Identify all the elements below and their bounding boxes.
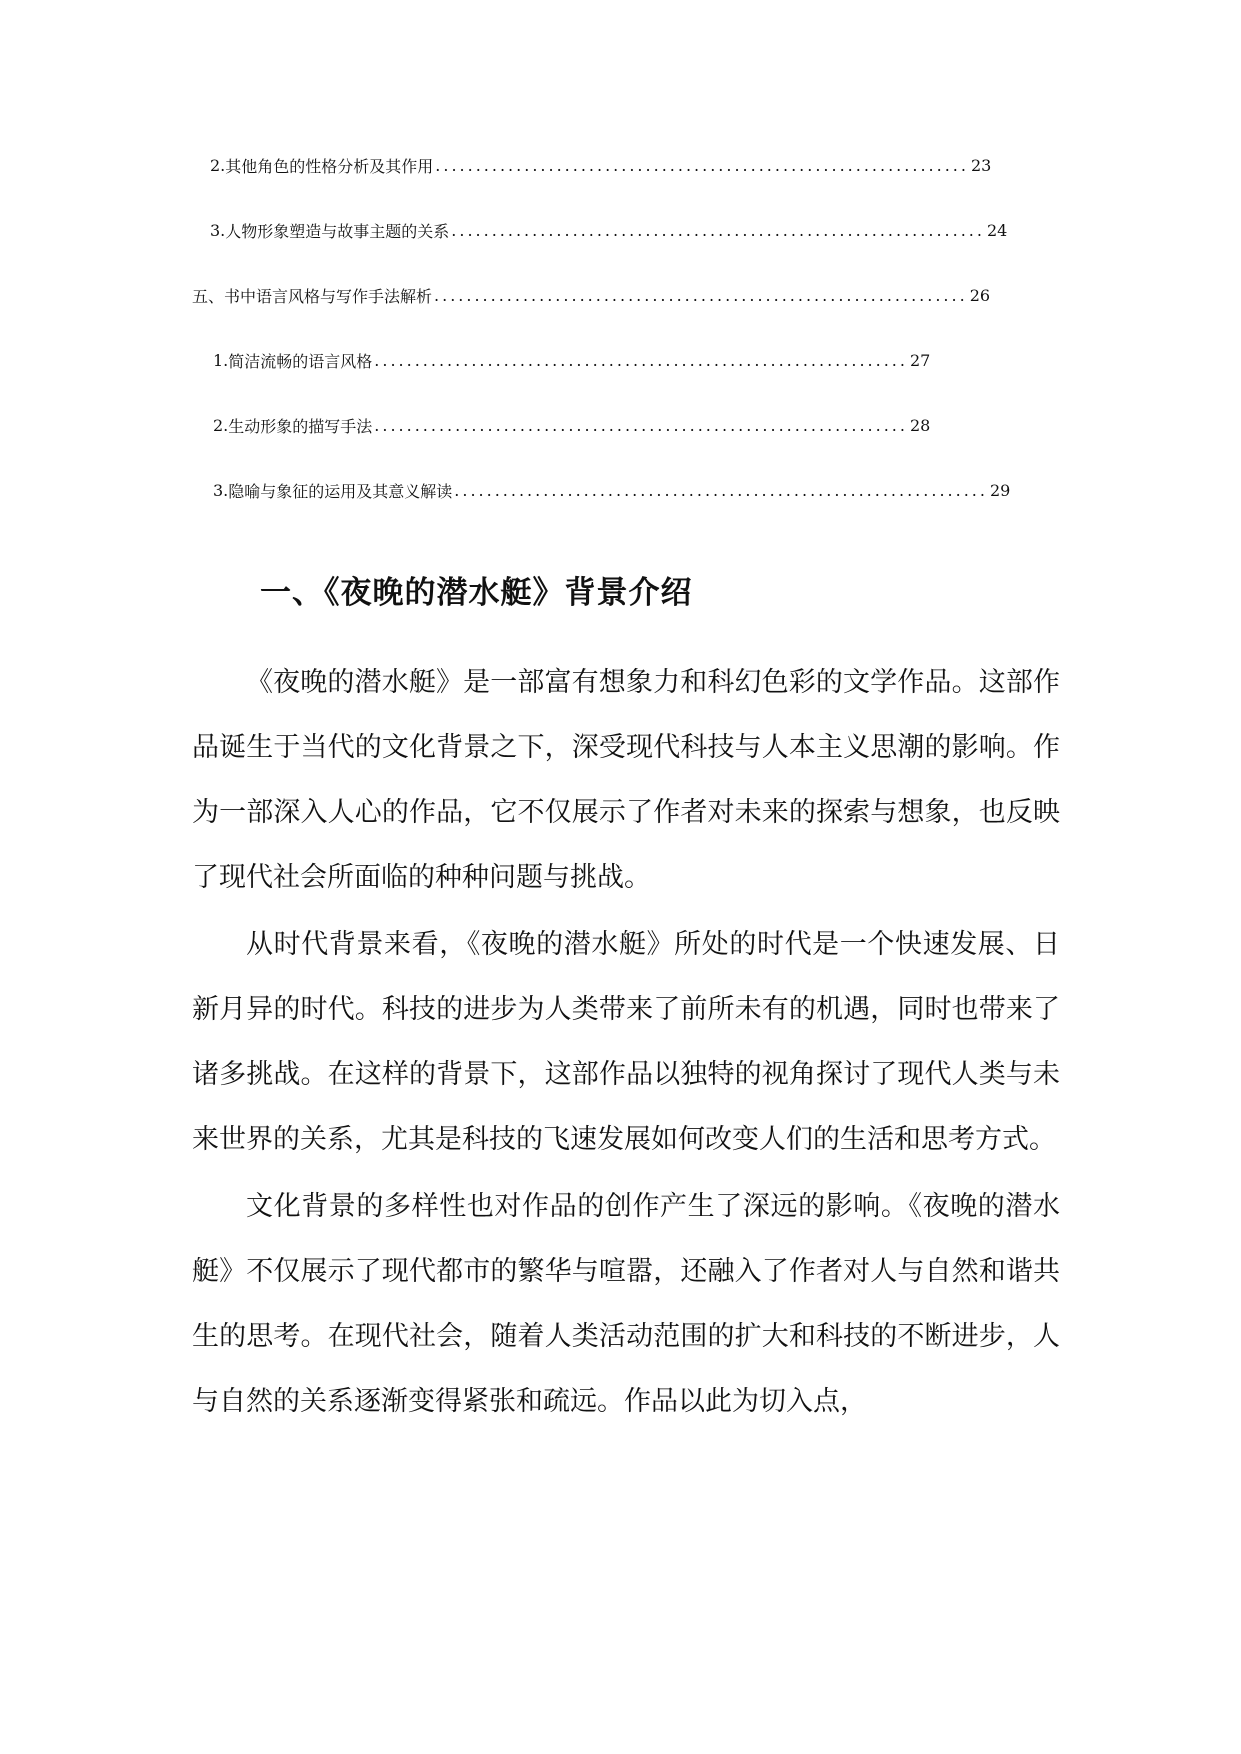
toc-entry-number: 3.	[210, 220, 226, 240]
toc-leader-dots: ..................................................................	[374, 415, 908, 435]
toc-entry-page: 23	[970, 155, 992, 175]
toc-entry-number: 2.	[210, 155, 226, 175]
section-heading: 一、《夜晚的潜水艇》背景介绍	[260, 575, 693, 611]
toc-entry[interactable]	[210, 210, 1008, 250]
toc-entry-page: 26	[969, 285, 991, 305]
toc-entry-page: 27	[909, 350, 931, 370]
toc-leader-dots: ..................................................................	[374, 350, 908, 370]
toc-entry-number: 2.	[213, 415, 229, 435]
toc-entry[interactable]	[213, 340, 931, 380]
toc-entry-page: 28	[909, 415, 931, 435]
toc-leader-dots: ..................................................................	[454, 480, 988, 500]
toc-entry-title: 隐喻与象征的运用及其意义解读	[228, 481, 453, 501]
toc-entry-title: 其他角色的性格分析及其作用	[225, 156, 434, 176]
toc-leader-dots: ..................................................................	[451, 220, 985, 240]
toc-entry-number: 1.	[213, 350, 229, 370]
toc-leader-dots: ..................................................................	[435, 155, 969, 175]
body-paragraph: 从时代背景来看，《夜晚的潜水艇》所处的时代是一个快速发展、日新月异的时代。科技的进步为人类带来了前所未有的机遇，同时也带来了诸多挑战。在这样的背景下，这部作品以独特的视角探讨了现代人类与未来世界的关系，尤其是科技的飞速发展如何改变人们的生活和思考方式。	[192, 929, 1060, 1155]
toc-entry[interactable]	[213, 470, 1011, 510]
toc-entry-page: 24	[986, 220, 1008, 240]
body-paragraph: 《夜晚的潜水艇》是一部富有想象力和科幻色彩的文学作品。这部作品诞生于当代的文化背景之下，深受现代科技与人本主义思潮的影响。作为一部深入人心的作品，它不仅展示了作者对未来的探索与想象，也反映了现代社会所面临的种种问题与挑战。	[192, 667, 1060, 893]
toc-entry[interactable]	[213, 405, 931, 445]
body-paragraph: 文化背景的多样性也对作品的创作产生了深远的影响。《夜晚的潜水艇》不仅展示了现代都市的繁华与喧嚣，还融入了作者对人与自然和谐共生的思考。在现代社会，随着人类活动范围的扩大和科技的不断进步，人与自然的关系逐渐变得紧张和疏远。作品以此为切入点，	[192, 1191, 1060, 1417]
section-body	[192, 650, 1060, 1434]
toc-entry-page: 29	[989, 480, 1011, 500]
toc-entry-number: 3.	[213, 480, 229, 500]
toc-entry-title: 五、书中语言风格与写作手法解析	[192, 286, 433, 306]
toc-entry[interactable]	[192, 275, 991, 315]
toc-leader-dots: ..................................................................	[434, 285, 968, 305]
toc-entry-title: 简洁流畅的语言风格	[228, 351, 373, 371]
toc-entry-title: 生动形象的描写手法	[228, 416, 373, 436]
toc-entry[interactable]	[210, 145, 992, 185]
toc-entry-title: 人物形象塑造与故事主题的关系	[225, 221, 450, 241]
